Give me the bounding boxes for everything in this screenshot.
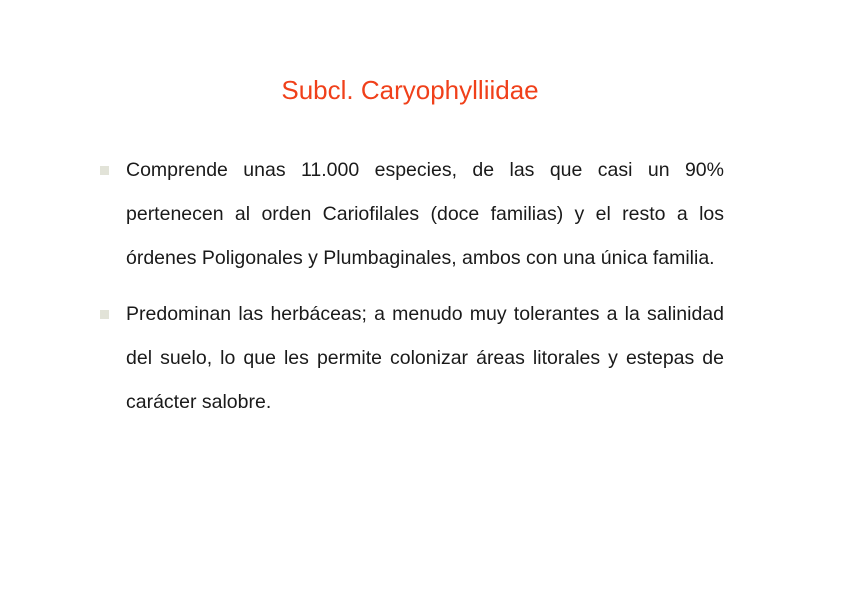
bullet-list <box>100 148 724 436</box>
bullet-text: Comprende unas 11.000 especies, de las que casi un 90% pertenecen al orden Cariofilales (doce familias) y el resto a los órdenes Poligonales y Plumbaginales, ambos con una única familia. <box>126 159 724 269</box>
slide-title: Subcl. Caryophylliidae <box>281 75 539 105</box>
bullet-text: Predominan las herbáceas; a menudo muy tolerantes a la salinidad del suelo, lo que les permite colonizar áreas litorales y estepas de carácter salobre. <box>126 303 724 413</box>
bullet-item <box>100 148 724 280</box>
square-bullet-icon <box>100 310 109 319</box>
bullet-item <box>100 292 724 424</box>
square-bullet-icon <box>100 166 109 175</box>
